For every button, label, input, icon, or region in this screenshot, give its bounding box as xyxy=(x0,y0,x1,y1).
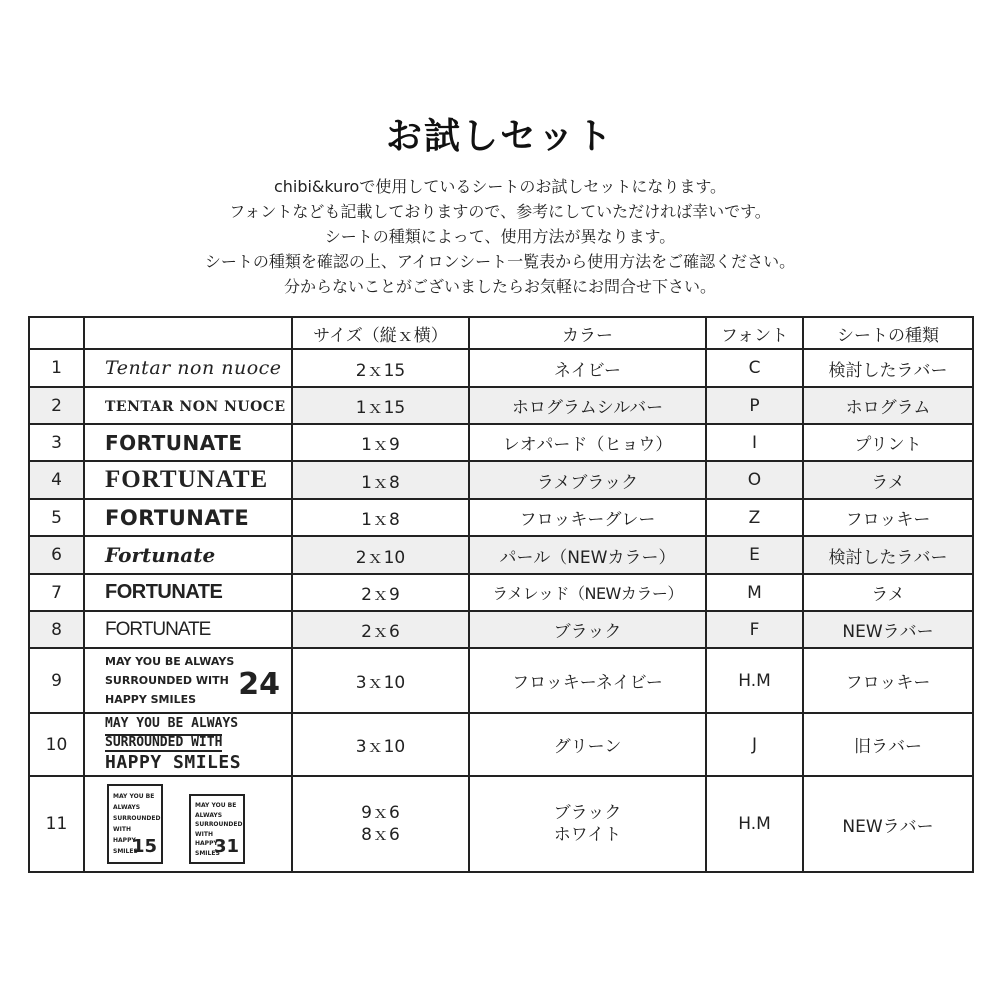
sample-text: FORTUNATE xyxy=(105,618,211,640)
card-line: SURROUNDED xyxy=(195,821,243,828)
header-no xyxy=(29,317,84,349)
sample-image xyxy=(84,648,292,713)
card-line: MAY YOU BE xyxy=(113,793,155,800)
sample-text: Tentar non nuoce xyxy=(105,357,282,379)
color-cell: レオパード（ヒョウ） xyxy=(469,424,706,461)
row-number: 1 xyxy=(29,349,84,387)
card-number: 15 xyxy=(131,836,157,857)
sample-text: FORTUNATE xyxy=(105,466,269,493)
size-cell: 2ｘ10 xyxy=(292,536,469,574)
color-cell: グリーン xyxy=(469,713,706,776)
card-number: 31 xyxy=(213,836,239,857)
header-sample xyxy=(84,317,292,349)
row-number: 8 xyxy=(29,611,84,648)
row-number: 10 xyxy=(29,713,84,776)
size-cell: 1ｘ8 xyxy=(292,461,469,499)
card-line: HAPPY xyxy=(195,840,218,847)
color-line: ブラック xyxy=(553,803,622,823)
size-cell: 1ｘ9 xyxy=(292,424,469,461)
table-row xyxy=(29,499,973,536)
table-row xyxy=(29,387,973,424)
size-cell: 3ｘ10 xyxy=(292,713,469,776)
color-line: ホワイト xyxy=(553,825,622,845)
sheet-type-cell: ラメ xyxy=(803,461,973,499)
color-cell: ラメブラック xyxy=(469,461,706,499)
font-cell: J xyxy=(706,713,803,776)
color-cell: ラメレッド（NEWカラー） xyxy=(469,574,706,611)
color-cell: フロッキーネイビー xyxy=(469,648,706,713)
color-cell: ネイビー xyxy=(469,349,706,387)
header-color: カラー xyxy=(469,317,706,349)
page-title: お試しセット xyxy=(385,116,614,157)
card-line: MAY YOU BE xyxy=(195,802,237,809)
row-number: 6 xyxy=(29,536,84,574)
intro-line: chibi&kuroで使用しているシートのお試しセットになります。 xyxy=(273,177,727,196)
table-row xyxy=(29,536,973,574)
color-cell: フロッキーグレー xyxy=(469,499,706,536)
row-number: 9 xyxy=(29,648,84,713)
sample-image xyxy=(84,574,292,611)
font-cell: Z xyxy=(706,499,803,536)
size-cell: 3ｘ10 xyxy=(292,648,469,713)
size-line: 8ｘ6 xyxy=(361,825,400,845)
font-cell: H.M xyxy=(706,648,803,713)
sample-text: FORTUNATE xyxy=(105,581,223,603)
color-cell: ブラック xyxy=(469,611,706,648)
table-row xyxy=(29,611,973,648)
font-cell: O xyxy=(706,461,803,499)
intro-line: シートの種類を確認の上、アイロンシート一覧表から使用方法をご確認ください。 xyxy=(204,252,796,271)
sample-text: TENTAR NON NUOCE xyxy=(105,398,286,415)
sample-image xyxy=(84,349,292,387)
sheet-type-cell: プリント xyxy=(803,424,973,461)
card-line: ALWAYS xyxy=(195,811,223,819)
color-cell: ホログラムシルバー xyxy=(469,387,706,424)
intro-line: フォントなども記載しておりますので、参考にしていただければ幸いです。 xyxy=(229,202,771,221)
sheet-type-cell: 旧ラバー xyxy=(803,713,973,776)
font-cell: H.M xyxy=(706,776,803,872)
font-cell: E xyxy=(706,536,803,574)
sheet-table xyxy=(28,316,974,873)
sample-image xyxy=(84,611,292,648)
color-cell: パール（NEWカラー） xyxy=(469,536,706,574)
sheet-type-cell: ホログラム xyxy=(803,387,973,424)
sheet-type-cell: NEWラバー xyxy=(803,611,973,648)
size-cell: 1ｘ15 xyxy=(292,387,469,424)
row-number: 11 xyxy=(29,776,84,872)
font-cell: M xyxy=(706,574,803,611)
sample-line: HAPPY SMILES xyxy=(105,752,242,773)
sheet-type-cell: フロッキー xyxy=(803,499,973,536)
sample-line: MAY YOU BE ALWAYS xyxy=(105,716,239,731)
intro-line: シートの種類によって、使用方法が異なります。 xyxy=(324,227,676,246)
sample-text: Fortunate xyxy=(105,543,216,567)
size-cell: 2ｘ6 xyxy=(292,611,469,648)
sample-image xyxy=(84,536,292,574)
font-cell: P xyxy=(706,387,803,424)
table-header-row xyxy=(29,317,973,349)
size-cell: 2ｘ9 xyxy=(292,574,469,611)
sheet-type-cell: ラメ xyxy=(803,574,973,611)
intro-text xyxy=(0,174,1000,299)
size-cell: 2ｘ15 xyxy=(292,349,469,387)
intro-line: 分からないことがございましたらお気軽にお問合せ下さい。 xyxy=(283,277,716,296)
color-cell xyxy=(469,776,706,872)
sample-image xyxy=(84,387,292,424)
card-line: ALWAYS xyxy=(113,804,141,811)
font-cell: F xyxy=(706,611,803,648)
table-row xyxy=(29,574,973,611)
sample-text-block xyxy=(105,652,291,709)
table-row xyxy=(29,349,973,387)
row-number: 5 xyxy=(29,499,84,536)
header-size: サイズ（縦ｘ横） xyxy=(292,317,469,349)
sheet-type-cell: NEWラバー xyxy=(803,776,973,872)
sheet-type-cell: フロッキー xyxy=(803,648,973,713)
header-font: フォント xyxy=(706,317,803,349)
font-cell: C xyxy=(706,349,803,387)
size-line: 9ｘ6 xyxy=(361,803,400,823)
table-row xyxy=(29,461,973,499)
sample-image xyxy=(84,461,292,499)
card-line: SURROUNDED xyxy=(113,815,161,822)
size-cell: 1ｘ8 xyxy=(292,499,469,536)
row-number: 7 xyxy=(29,574,84,611)
card-line: WITH xyxy=(113,826,131,833)
row-number: 2 xyxy=(29,387,84,424)
table-row xyxy=(29,776,973,872)
table-row xyxy=(29,713,973,776)
sample-image xyxy=(84,713,292,776)
header-sheet-type: シートの種類 xyxy=(803,317,973,349)
table-row xyxy=(29,648,973,713)
font-cell: I xyxy=(706,424,803,461)
sample-image xyxy=(84,424,292,461)
card-line: SMILES xyxy=(113,848,138,855)
table-row xyxy=(29,424,973,461)
card-line: WITH xyxy=(195,830,213,838)
sample-text: FORTUNATE xyxy=(105,505,250,530)
card-line: SMILES xyxy=(195,849,220,857)
sample-image xyxy=(84,776,292,872)
sample-card xyxy=(189,794,245,864)
sample-line: SURROUNDED WITH xyxy=(105,735,223,750)
sample-line: SURROUNDED WITH xyxy=(105,674,229,687)
sample-text: FORTUNATE xyxy=(105,430,243,455)
row-number: 4 xyxy=(29,461,84,499)
sample-image xyxy=(84,499,292,536)
sheet-type-cell: 検討したラバー xyxy=(803,349,973,387)
sample-line: HAPPY SMILES xyxy=(105,693,197,706)
size-cell xyxy=(292,776,469,872)
row-number: 3 xyxy=(29,424,84,461)
sample-number: 24 xyxy=(238,667,281,702)
sample-line: MAY YOU BE ALWAYS xyxy=(105,655,235,668)
sample-text-block xyxy=(105,716,291,773)
card-line: HAPPY xyxy=(113,837,136,844)
sample-card xyxy=(107,784,163,864)
sheet-type-cell: 検討したラバー xyxy=(803,536,973,574)
